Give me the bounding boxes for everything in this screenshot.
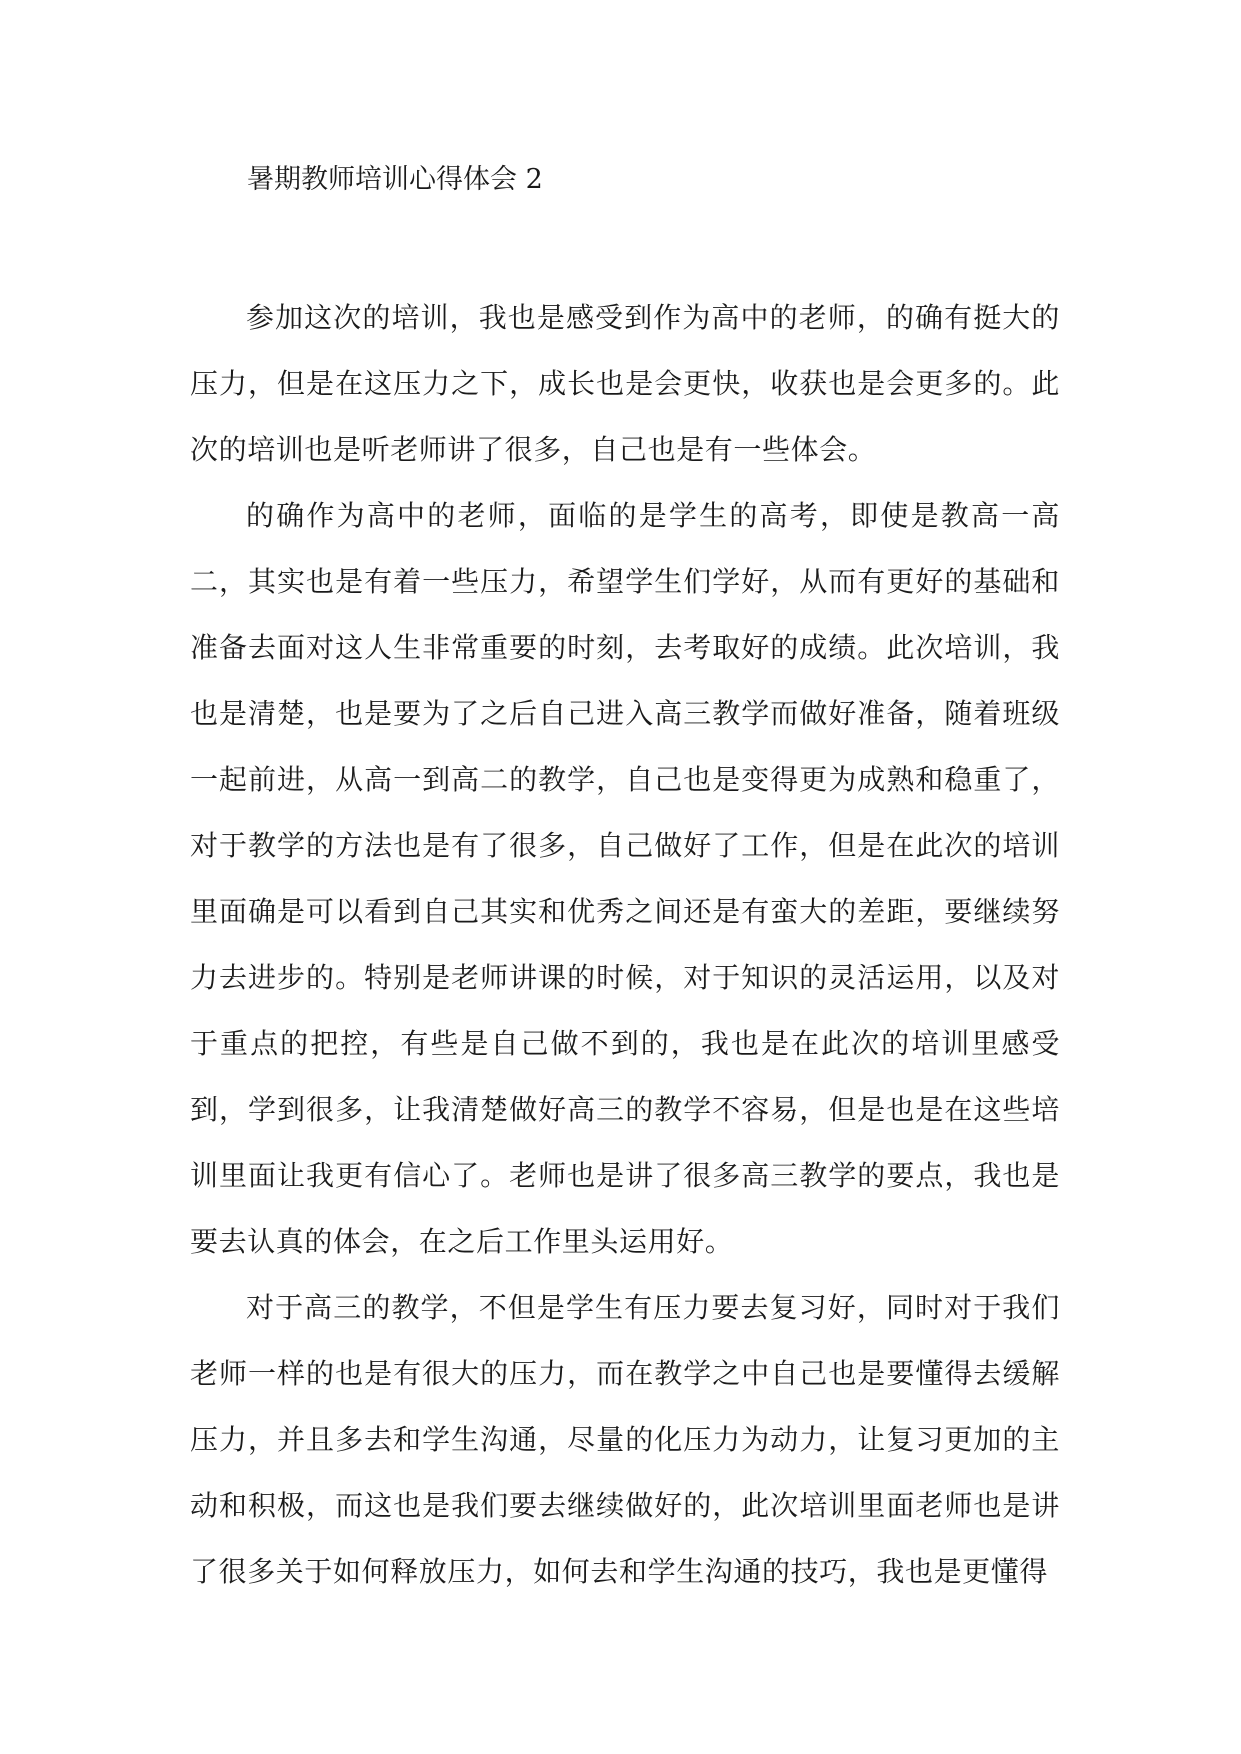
paragraph-1: 参加这次的培训，我也是感受到作为高中的老师，的确有挺大的压力，但是在这压力之下，成长也是会更快，收获也是会更多的。此次的培训也是听老师讲了很多，自己也是有一些体会。 [190,301,1060,466]
document-title: 暑期教师培训心得体会 2 [247,164,543,195]
document-body [190,285,1060,1605]
paragraph-3: 对于高三的教学，不但是学生有压力要去复习好，同时对于我们老师一样的也是有很大的压力，而在教学之中自己也是要懂得去缓解压力，并且多去和学生沟通，尽量的化压力为动力，让复习更加的主动和积极，而这也是我们要去继续做好的，此次培训里面老师也是讲了很多关于如何释放压力，如何去和学生沟通的技巧，我也是更懂得 [190,1291,1060,1588]
paragraph-2: 的确作为高中的老师，面临的是学生的高考，即使是教高一高二，其实也是有着一些压力，希望学生们学好，从而有更好的基础和准备去面对这人生非常重要的时刻，去考取好的成绩。此次培训，我也是清楚，也是要为了之后自己进入高三教学而做好准备，随着班级一起前进，从高一到高二的教学，自己也是变得更为成熟和稳重了，对于教学的方法也是有了很多，自己做好了工作，但是在此次的培训里面确是可以看到自己其实和优秀之间还是有蛮大的差距，要继续努力去进步的。特别是老师讲课的时候，对于知识的灵活运用，以及对于重点的把控，有些是自己做不到的，我也是在此次的培训里感受到，学到很多，让我清楚做好高三的教学不容易，但是也是在这些培训里面让我更有信心了。老师也是讲了很多高三教学的要点，我也是要去认真的体会，在之后工作里头运用好。 [190,499,1060,1258]
